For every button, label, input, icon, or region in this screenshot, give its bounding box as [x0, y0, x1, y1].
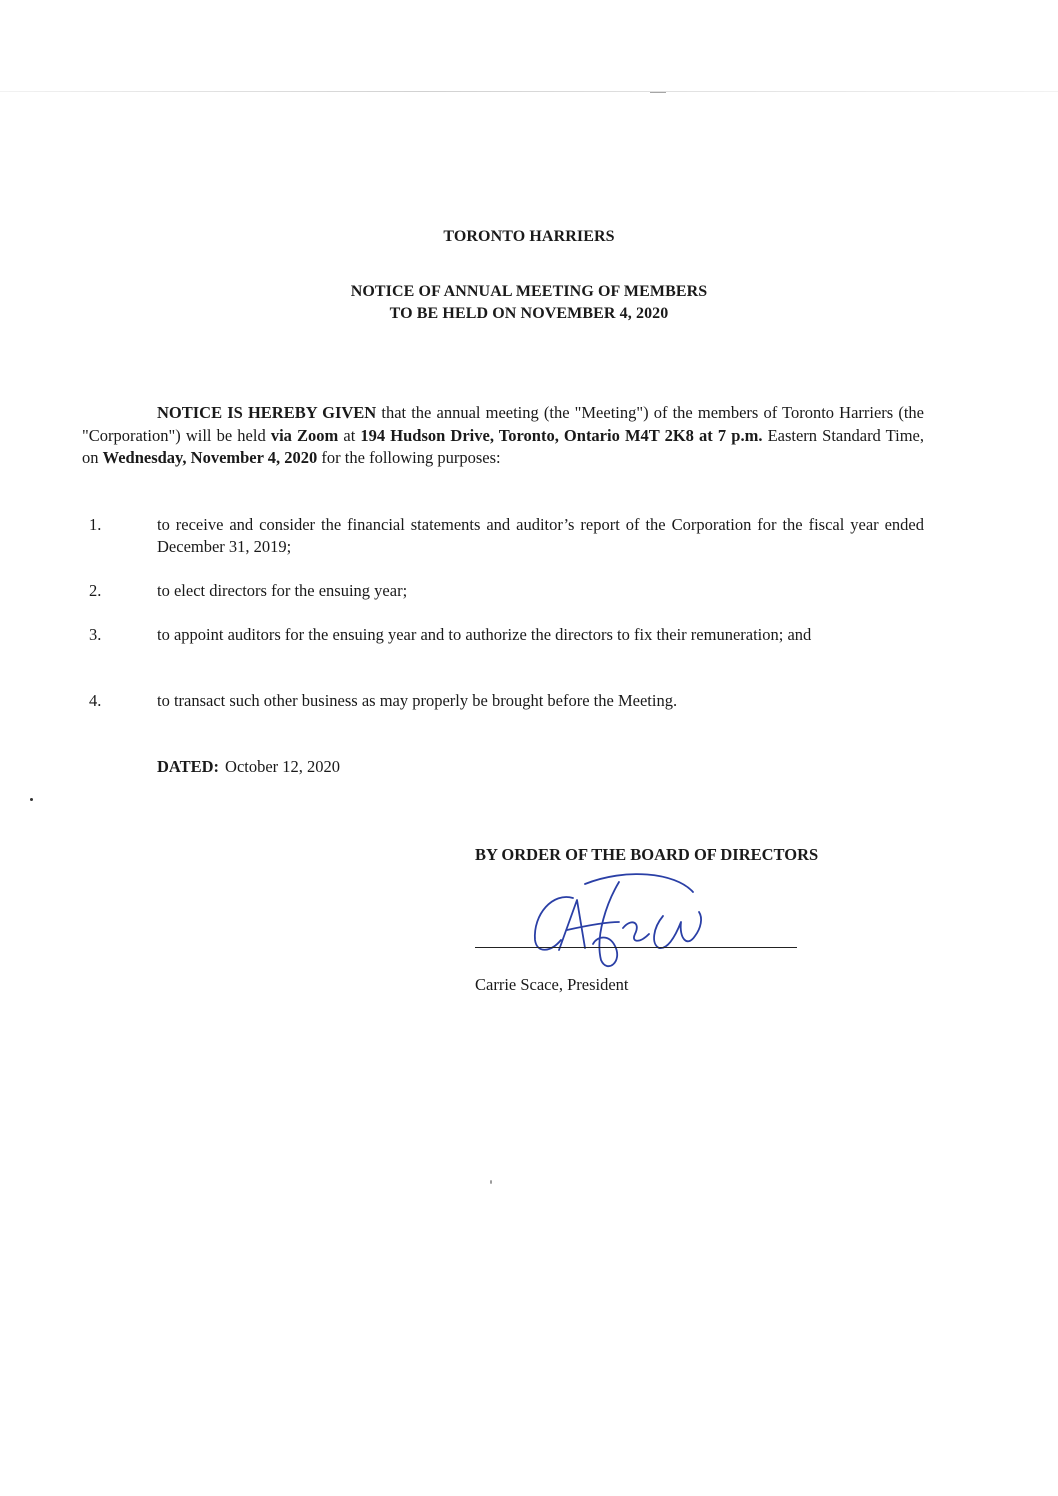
scan-edge-line: [0, 91, 1058, 92]
signature-image: [515, 862, 735, 972]
purpose-number: 4.: [89, 691, 102, 710]
dated-value: October 12, 2020: [225, 757, 341, 776]
purpose-number: 1.: [89, 515, 102, 534]
signature-line: [475, 947, 797, 948]
meeting-address: 194 Hudson Drive, Toronto, Ontario M4T 2K8 at 7 p.m.: [360, 425, 763, 445]
meeting-venue: via Zoom: [270, 425, 339, 445]
notice-title-line1: NOTICE OF ANNUAL MEETING OF MEMBERS: [350, 283, 708, 300]
notice-text: Eastern Standard Time, on: [82, 425, 924, 467]
dated-label: DATED:: [157, 757, 220, 776]
board-order: BY ORDER OF THE BOARD OF DIRECTORS: [475, 845, 819, 864]
notice-text: that the annual meeting (the "Meeting") of the members of Toronto Harriers (the "Corporation") will be held: [82, 403, 924, 445]
notice-text: at: [338, 425, 361, 445]
purpose-text: to transact such other business as may properly be brought before the Meeting.: [157, 691, 678, 710]
scan-mark: [650, 92, 666, 93]
purpose-number: 2.: [89, 581, 102, 600]
notice-lead: NOTICE IS HEREBY GIVEN: [157, 403, 377, 422]
purpose-number: 3.: [89, 625, 102, 644]
signer-name: Carrie Scace, President: [475, 975, 629, 994]
purpose-text: to elect directors for the ensuing year;: [157, 581, 408, 600]
notice-title-line2: TO BE HELD ON NOVEMBER 4, 2020: [389, 305, 669, 322]
scan-speck: [490, 1180, 492, 1184]
purpose-text: to receive and consider the financial statements and auditor’s report of the Corporation for the fiscal year ended December 31, 2019;: [157, 515, 924, 556]
organization-heading: TORONTO HARRIERS: [443, 228, 615, 245]
scan-speck: [30, 798, 33, 801]
purpose-text: to appoint auditors for the ensuing year and to authorize the directors to fix their remuneration; and: [157, 625, 812, 644]
notice-paragraph: [82, 402, 924, 470]
dated-line: [157, 757, 340, 777]
notice-text: for the following purposes:: [317, 448, 501, 467]
meeting-date: Wednesday, November 4, 2020: [102, 448, 318, 467]
